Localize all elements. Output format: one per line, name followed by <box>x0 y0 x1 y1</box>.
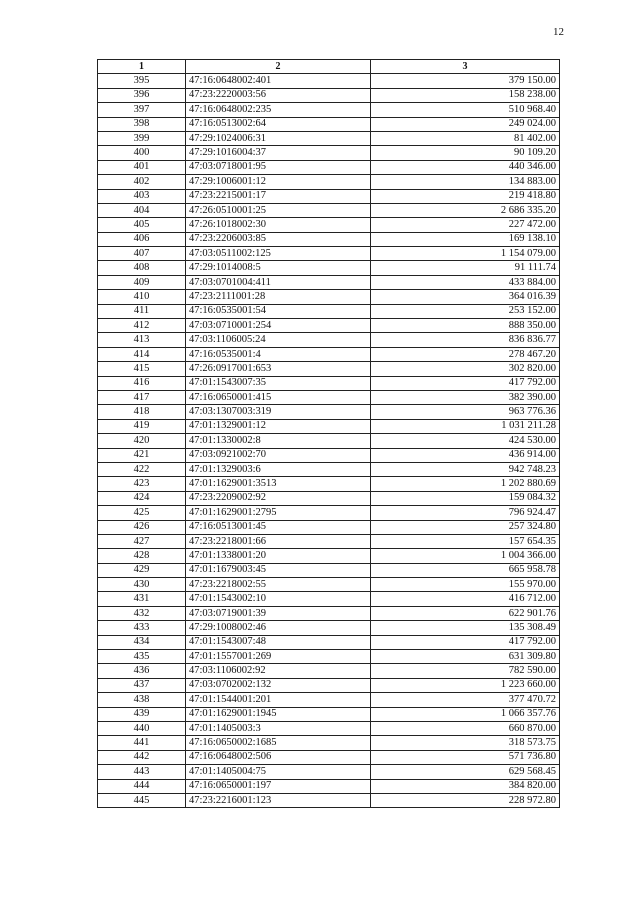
table-row <box>98 103 560 117</box>
row-number-cell: 422 <box>98 462 186 476</box>
table-row <box>98 419 560 433</box>
table-row <box>98 635 560 649</box>
cadastral-number-cell: 47:01:1543007:35 <box>186 376 371 390</box>
table-row <box>98 765 560 779</box>
row-number-cell: 395 <box>98 74 186 88</box>
value-cell: 424 530.00 <box>371 434 560 448</box>
table-row <box>98 261 560 275</box>
row-number-cell: 411 <box>98 304 186 318</box>
cadastral-number-cell: 47:03:0719001:39 <box>186 606 371 620</box>
table-row <box>98 347 560 361</box>
table-row <box>98 304 560 318</box>
cadastral-number-cell: 47:16:0650001:415 <box>186 390 371 404</box>
registry-table <box>97 59 560 808</box>
table-row <box>98 319 560 333</box>
cadastral-number-cell: 47:03:0718001:95 <box>186 160 371 174</box>
value-cell: 660 870.00 <box>371 721 560 735</box>
table-row <box>98 736 560 750</box>
value-cell: 1 031 211.28 <box>371 419 560 433</box>
row-number-cell: 406 <box>98 232 186 246</box>
table-row <box>98 563 560 577</box>
cadastral-number-cell: 47:16:0535001:4 <box>186 347 371 361</box>
value-cell: 796 924.47 <box>371 506 560 520</box>
value-cell: 416 712.00 <box>371 592 560 606</box>
value-cell: 382 390.00 <box>371 390 560 404</box>
table-row <box>98 491 560 505</box>
table-row <box>98 146 560 160</box>
table-row <box>98 606 560 620</box>
cadastral-number-cell: 47:29:1024006:31 <box>186 131 371 145</box>
table-row <box>98 131 560 145</box>
table-row <box>98 117 560 131</box>
value-cell: 571 736.80 <box>371 750 560 764</box>
value-cell: 433 884.00 <box>371 275 560 289</box>
row-number-cell: 439 <box>98 707 186 721</box>
cadastral-number-cell: 47:23:2218002:55 <box>186 578 371 592</box>
value-cell: 159 084.32 <box>371 491 560 505</box>
value-cell: 440 346.00 <box>371 160 560 174</box>
value-cell: 318 573.75 <box>371 736 560 750</box>
table-row <box>98 390 560 404</box>
row-number-cell: 429 <box>98 563 186 577</box>
table-row <box>98 175 560 189</box>
cadastral-number-cell: 47:16:0513002:64 <box>186 117 371 131</box>
value-cell: 135 308.49 <box>371 621 560 635</box>
table-row <box>98 362 560 376</box>
value-cell: 417 792.00 <box>371 635 560 649</box>
row-number-cell: 424 <box>98 491 186 505</box>
row-number-cell: 399 <box>98 131 186 145</box>
row-number-cell: 441 <box>98 736 186 750</box>
table-row <box>98 592 560 606</box>
cadastral-number-cell: 47:26:1018002:30 <box>186 218 371 232</box>
value-cell: 90 109.20 <box>371 146 560 160</box>
cadastral-number-cell: 47:29:1008002:46 <box>186 621 371 635</box>
value-cell: 1 004 366.00 <box>371 549 560 563</box>
value-cell: 963 776.36 <box>371 405 560 419</box>
cadastral-number-cell: 47:16:0513001:45 <box>186 520 371 534</box>
row-number-cell: 398 <box>98 117 186 131</box>
value-cell: 782 590.00 <box>371 664 560 678</box>
cadastral-number-cell: 47:01:1629001:2795 <box>186 506 371 520</box>
row-number-cell: 397 <box>98 103 186 117</box>
table-row <box>98 189 560 203</box>
table-row <box>98 520 560 534</box>
row-number-cell: 410 <box>98 290 186 304</box>
cadastral-number-cell: 47:03:0710001:254 <box>186 319 371 333</box>
table-row <box>98 477 560 491</box>
cadastral-number-cell: 47:23:2218001:66 <box>186 534 371 548</box>
row-number-cell: 404 <box>98 203 186 217</box>
row-number-cell: 420 <box>98 434 186 448</box>
table-row <box>98 74 560 88</box>
row-number-cell: 445 <box>98 793 186 807</box>
value-cell: 510 968.40 <box>371 103 560 117</box>
cadastral-number-cell: 47:01:1557001:269 <box>186 650 371 664</box>
cadastral-number-cell: 47:16:0535001:54 <box>186 304 371 318</box>
cadastral-number-cell: 47:26:0917001:653 <box>186 362 371 376</box>
cadastral-number-cell: 47:03:1106002:92 <box>186 664 371 678</box>
row-number-cell: 442 <box>98 750 186 764</box>
row-number-cell: 417 <box>98 390 186 404</box>
value-cell: 257 324.80 <box>371 520 560 534</box>
value-cell: 1 066 357.76 <box>371 707 560 721</box>
cadastral-number-cell: 47:16:0650001:197 <box>186 779 371 793</box>
table-row <box>98 721 560 735</box>
column-header-2: 2 <box>186 60 371 74</box>
row-number-cell: 403 <box>98 189 186 203</box>
table-row <box>98 750 560 764</box>
row-number-cell: 438 <box>98 693 186 707</box>
table-row <box>98 247 560 261</box>
value-cell: 384 820.00 <box>371 779 560 793</box>
column-header-3: 3 <box>371 60 560 74</box>
value-cell: 91 111.74 <box>371 261 560 275</box>
row-number-cell: 407 <box>98 247 186 261</box>
row-number-cell: 430 <box>98 578 186 592</box>
cadastral-number-cell: 47:01:1629001:1945 <box>186 707 371 721</box>
row-number-cell: 419 <box>98 419 186 433</box>
cadastral-number-cell: 47:16:0648002:235 <box>186 103 371 117</box>
table-row <box>98 434 560 448</box>
table-body <box>98 74 560 808</box>
value-cell: 631 309.80 <box>371 650 560 664</box>
value-cell: 249 024.00 <box>371 117 560 131</box>
row-number-cell: 426 <box>98 520 186 534</box>
table-row <box>98 650 560 664</box>
cadastral-number-cell: 47:23:2206003:85 <box>186 232 371 246</box>
cadastral-number-cell: 47:29:1014008:5 <box>186 261 371 275</box>
cadastral-number-cell: 47:29:1016004:37 <box>186 146 371 160</box>
row-number-cell: 405 <box>98 218 186 232</box>
value-cell: 379 150.00 <box>371 74 560 88</box>
table-row <box>98 376 560 390</box>
cadastral-number-cell: 47:01:1405003:3 <box>186 721 371 735</box>
cadastral-number-cell: 47:16:0648002:506 <box>186 750 371 764</box>
table-header-row <box>98 60 560 74</box>
cadastral-number-cell: 47:01:1329003:6 <box>186 462 371 476</box>
row-number-cell: 421 <box>98 448 186 462</box>
cadastral-number-cell: 47:23:2215001:17 <box>186 189 371 203</box>
row-number-cell: 436 <box>98 664 186 678</box>
table-row <box>98 160 560 174</box>
value-cell: 1 154 079.00 <box>371 247 560 261</box>
table-row <box>98 534 560 548</box>
row-number-cell: 412 <box>98 319 186 333</box>
cadastral-number-cell: 47:01:1543007:48 <box>186 635 371 649</box>
value-cell: 942 748.23 <box>371 462 560 476</box>
table-row <box>98 275 560 289</box>
row-number-cell: 400 <box>98 146 186 160</box>
table-row <box>98 678 560 692</box>
cadastral-number-cell: 47:01:1679003:45 <box>186 563 371 577</box>
row-number-cell: 425 <box>98 506 186 520</box>
table-row <box>98 203 560 217</box>
value-cell: 169 138.10 <box>371 232 560 246</box>
cadastral-number-cell: 47:01:1629001:3513 <box>186 477 371 491</box>
row-number-cell: 433 <box>98 621 186 635</box>
value-cell: 302 820.00 <box>371 362 560 376</box>
cadastral-number-cell: 47:01:1338001:20 <box>186 549 371 563</box>
value-cell: 629 568.45 <box>371 765 560 779</box>
table-row <box>98 333 560 347</box>
cadastral-number-cell: 47:01:1405004:75 <box>186 765 371 779</box>
cadastral-number-cell: 47:23:2220003:56 <box>186 88 371 102</box>
value-cell: 81 402.00 <box>371 131 560 145</box>
column-header-1: 1 <box>98 60 186 74</box>
cadastral-number-cell: 47:03:0921002:70 <box>186 448 371 462</box>
cadastral-number-cell: 47:03:1106005:24 <box>186 333 371 347</box>
table-row <box>98 232 560 246</box>
row-number-cell: 428 <box>98 549 186 563</box>
table-row <box>98 707 560 721</box>
row-number-cell: 401 <box>98 160 186 174</box>
value-cell: 1 223 660.00 <box>371 678 560 692</box>
cadastral-number-cell: 47:23:2216001:123 <box>186 793 371 807</box>
table-row <box>98 621 560 635</box>
row-number-cell: 435 <box>98 650 186 664</box>
value-cell: 622 901.76 <box>371 606 560 620</box>
value-cell: 364 016.39 <box>371 290 560 304</box>
cadastral-number-cell: 47:01:1544001:201 <box>186 693 371 707</box>
value-cell: 836 836.77 <box>371 333 560 347</box>
value-cell: 278 467.20 <box>371 347 560 361</box>
value-cell: 157 654.35 <box>371 534 560 548</box>
table-row <box>98 506 560 520</box>
row-number-cell: 431 <box>98 592 186 606</box>
table-row <box>98 793 560 807</box>
row-number-cell: 402 <box>98 175 186 189</box>
row-number-cell: 409 <box>98 275 186 289</box>
cadastral-number-cell: 47:16:0650002:1685 <box>186 736 371 750</box>
cadastral-number-cell: 47:29:1006001:12 <box>186 175 371 189</box>
value-cell: 417 792.00 <box>371 376 560 390</box>
row-number-cell: 432 <box>98 606 186 620</box>
row-number-cell: 444 <box>98 779 186 793</box>
row-number-cell: 396 <box>98 88 186 102</box>
table-row <box>98 779 560 793</box>
value-cell: 436 914.00 <box>371 448 560 462</box>
table-row <box>98 448 560 462</box>
cadastral-number-cell: 47:03:1307003:319 <box>186 405 371 419</box>
table-row <box>98 549 560 563</box>
table-row <box>98 290 560 304</box>
cadastral-number-cell: 47:01:1543002:10 <box>186 592 371 606</box>
value-cell: 665 958.78 <box>371 563 560 577</box>
value-cell: 134 883.00 <box>371 175 560 189</box>
value-cell: 888 350.00 <box>371 319 560 333</box>
table-row <box>98 218 560 232</box>
row-number-cell: 440 <box>98 721 186 735</box>
row-number-cell: 434 <box>98 635 186 649</box>
row-number-cell: 413 <box>98 333 186 347</box>
cadastral-number-cell: 47:01:1330002:8 <box>186 434 371 448</box>
table-row <box>98 462 560 476</box>
table-row <box>98 693 560 707</box>
value-cell: 2 686 335.20 <box>371 203 560 217</box>
value-cell: 158 238.00 <box>371 88 560 102</box>
table-row <box>98 664 560 678</box>
row-number-cell: 415 <box>98 362 186 376</box>
row-number-cell: 416 <box>98 376 186 390</box>
cadastral-number-cell: 47:26:0510001:25 <box>186 203 371 217</box>
row-number-cell: 408 <box>98 261 186 275</box>
row-number-cell: 443 <box>98 765 186 779</box>
value-cell: 155 970.00 <box>371 578 560 592</box>
cadastral-number-cell: 47:23:2209002:92 <box>186 491 371 505</box>
page-number: 12 <box>553 26 564 38</box>
row-number-cell: 427 <box>98 534 186 548</box>
cadastral-number-cell: 47:03:0702002:132 <box>186 678 371 692</box>
table-row <box>98 578 560 592</box>
cadastral-number-cell: 47:23:2111001:28 <box>186 290 371 304</box>
value-cell: 228 972.80 <box>371 793 560 807</box>
row-number-cell: 437 <box>98 678 186 692</box>
cadastral-number-cell: 47:01:1329001:12 <box>186 419 371 433</box>
cadastral-number-cell: 47:16:0648002:401 <box>186 74 371 88</box>
cadastral-number-cell: 47:03:0511002:125 <box>186 247 371 261</box>
value-cell: 219 418.80 <box>371 189 560 203</box>
value-cell: 253 152.00 <box>371 304 560 318</box>
row-number-cell: 418 <box>98 405 186 419</box>
value-cell: 377 470.72 <box>371 693 560 707</box>
value-cell: 1 202 880.69 <box>371 477 560 491</box>
table-row <box>98 88 560 102</box>
value-cell: 227 472.00 <box>371 218 560 232</box>
row-number-cell: 414 <box>98 347 186 361</box>
cadastral-number-cell: 47:03:0701004:411 <box>186 275 371 289</box>
table-row <box>98 405 560 419</box>
row-number-cell: 423 <box>98 477 186 491</box>
